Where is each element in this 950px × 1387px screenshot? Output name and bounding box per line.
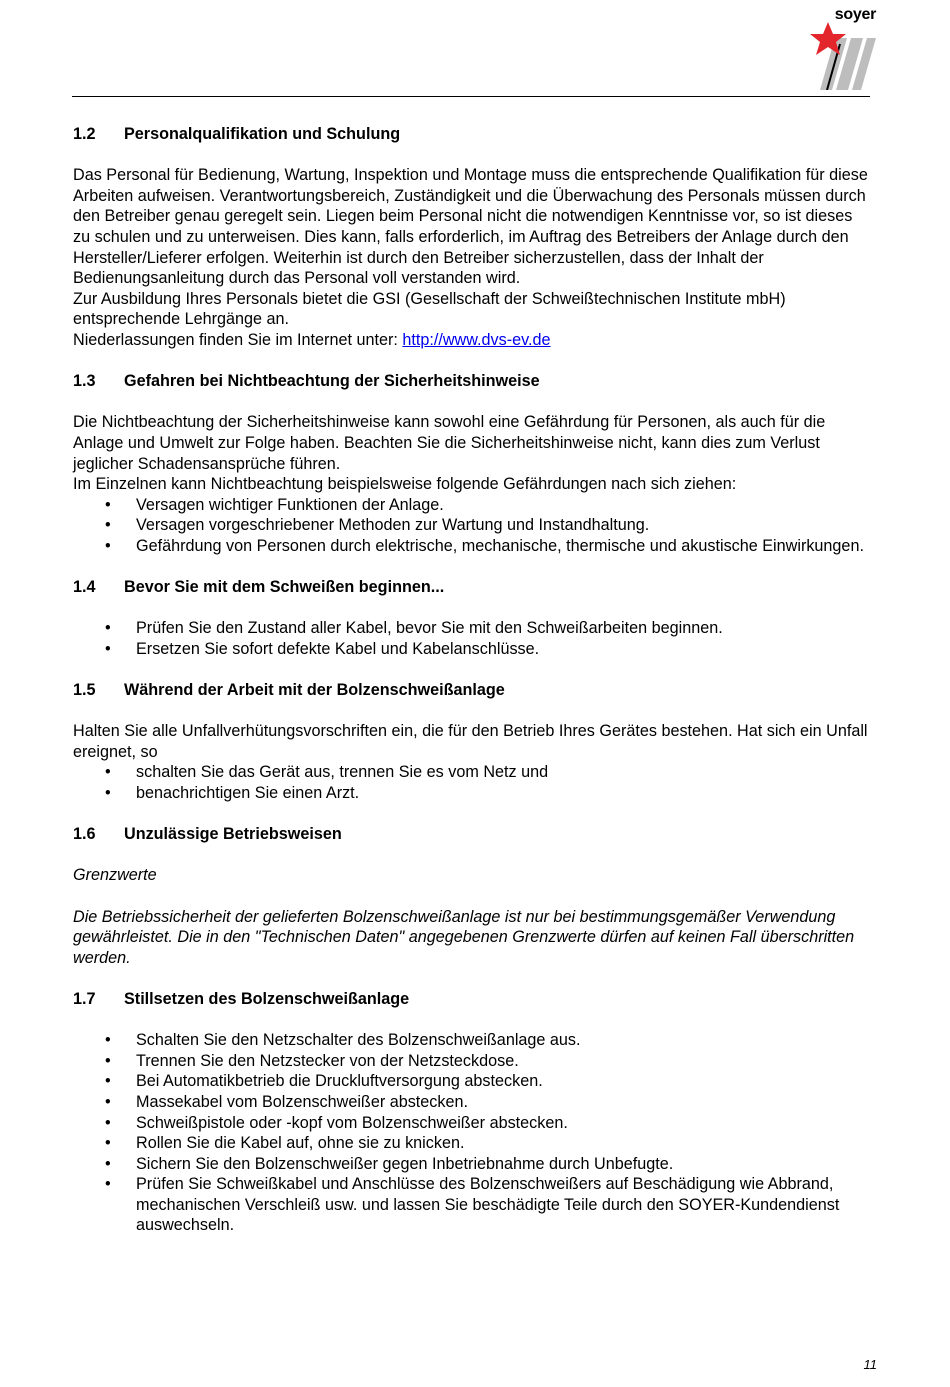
list-item: • schalten Sie das Gerät aus, trennen Sie es vom Netz und [73, 762, 873, 783]
list-item: • Gefährdung von Personen durch elektrische, mechanische, thermische und akustische Einwirkungen. [73, 536, 873, 557]
list-item: • Bei Automatikbetrieb die Druckluftversorgung abstecken. [73, 1071, 873, 1092]
paragraph: Die Nichtbeachtung der Sicherheitshinweise kann sowohl eine Gefährdung für Personen, als auch für die Anlage und Umwelt zur Folge haben. Beachten Sie die Sicherheitshinweise nicht, kann dies zum Verlust jeglicher Schadensansprüche führen. [73, 413, 826, 473]
paragraph: Zur Ausbildung Ihres Personals bietet die GSI (Gesellschaft der Schweißtechnischen Institute mbH) entsprechende Lehrgänge an. [73, 289, 786, 329]
list-item: • Schweißpistole oder -kopf vom Bolzenschweißer abstecken. [73, 1113, 873, 1134]
section-heading-1-6: 1.6 Unzulässige Betriebsweisen [73, 825, 342, 844]
bullet-list [73, 495, 873, 557]
list-item: • Ersetzen Sie sofort defekte Kabel und Kabelanschlüsse. [73, 639, 873, 660]
bullet-list [73, 1030, 873, 1236]
list-item: • Versagen wichtiger Funktionen der Anlage. [73, 495, 873, 516]
section-heading-1-7: 1.7 Stillsetzen des Bolzenschweißanlage [73, 989, 410, 1008]
bullet-list [73, 618, 873, 659]
bullet-list [73, 762, 873, 803]
soyer-logo [780, 6, 880, 88]
soyer-star-stripes-icon [780, 20, 880, 90]
dvs-link[interactable]: http://www.dvs-ev.de [402, 330, 551, 349]
paragraph: Halten Sie alle Unfallverhütungsvorschriften ein, die für den Betrieb Ihres Gerätes bestehen. Hat sich ein Unfall ereignet, so [73, 722, 868, 761]
logo-wordmark: soyer [834, 6, 876, 23]
list-item: • benachrichtigen Sie einen Arzt. [73, 783, 873, 804]
list-item: • Rollen Sie die Kabel auf, ohne sie zu knicken. [73, 1133, 873, 1154]
list-item: • Prüfen Sie den Zustand aller Kabel, bevor Sie mit den Schweißarbeiten beginnen. [73, 618, 873, 639]
list-item: • Sichern Sie den Bolzenschweißer gegen Inbetriebnahme durch Unbefugte. [73, 1154, 873, 1175]
section-heading-1-4: 1.4 Bevor Sie mit dem Schweißen beginnen... [73, 578, 445, 597]
list-item: • Massekabel vom Bolzenschweißer abstecken. [73, 1092, 873, 1113]
paragraph: Die Betriebssicherheit der gelieferten Bolzenschweißanlage ist nur bei bestimmungsgemäßer Verwendung gewährleistet. Die in den "Technischen Daten" angegebenen Grenzwerte dürfen auf keinen Fall überschritten werden. [73, 907, 855, 967]
paragraph: Niederlassungen finden Sie im Internet unter: http://www.dvs-ev.de [73, 330, 551, 349]
section-heading-1-3: 1.3 Gefahren bei Nichtbeachtung der Sicherheitshinweise [73, 372, 540, 391]
header-rule [72, 96, 870, 97]
section-heading-1-2: 1.2 Personalqualifikation und Schulung [73, 125, 401, 143]
list-item: • Prüfen Sie Schweißkabel und Anschlüsse des Bolzenschweißers auf Beschädigung wie Abbrand, mechanischen Verschleiß usw. und lassen Sie beschädigte Teile durch den SOYER-Kundendienst auswechseln. [73, 1174, 873, 1236]
section-heading-1-5: 1.5 Während der Arbeit mit der Bolzenschweißanlage [73, 681, 505, 700]
list-item: • Trennen Sie den Netzstecker von der Netzsteckdose. [73, 1051, 873, 1072]
subheading-grenzwerte: Grenzwerte [73, 866, 157, 885]
page-number: 11 [863, 1357, 877, 1372]
list-item: • Schalten Sie den Netzschalter des Bolzenschweißanlage aus. [73, 1030, 873, 1051]
list-item: • Versagen vorgeschriebener Methoden zur Wartung und Instandhaltung. [73, 515, 873, 536]
paragraph: Im Einzelnen kann Nichtbeachtung beispielsweise folgende Gefährdungen nach sich ziehen: [73, 475, 737, 494]
paragraph: Das Personal für Bedienung, Wartung, Inspektion und Montage muss die entsprechende Qualifikation für diese Arbeiten aufweisen. Verantwortungsbereich, Zuständigkeit und die Überwachung des Personals müssen durch den Betreiber genau geregelt sein. Liegen beim Personal nicht die notwendigen Kenntnisse vor, so ist dieses zu schulen und zu unterweisen. Dies kann, falls erforderlich, im Auftrag des Betreibers der Anlage durch den Hersteller/Lieferer erfolgen. Weiterhin ist durch den Betreiber sicherzustellen, dass der Inhalt der Bedienungsanleitung durch das Personal voll verstanden wird. [73, 166, 868, 288]
page-content [73, 124, 873, 1236]
